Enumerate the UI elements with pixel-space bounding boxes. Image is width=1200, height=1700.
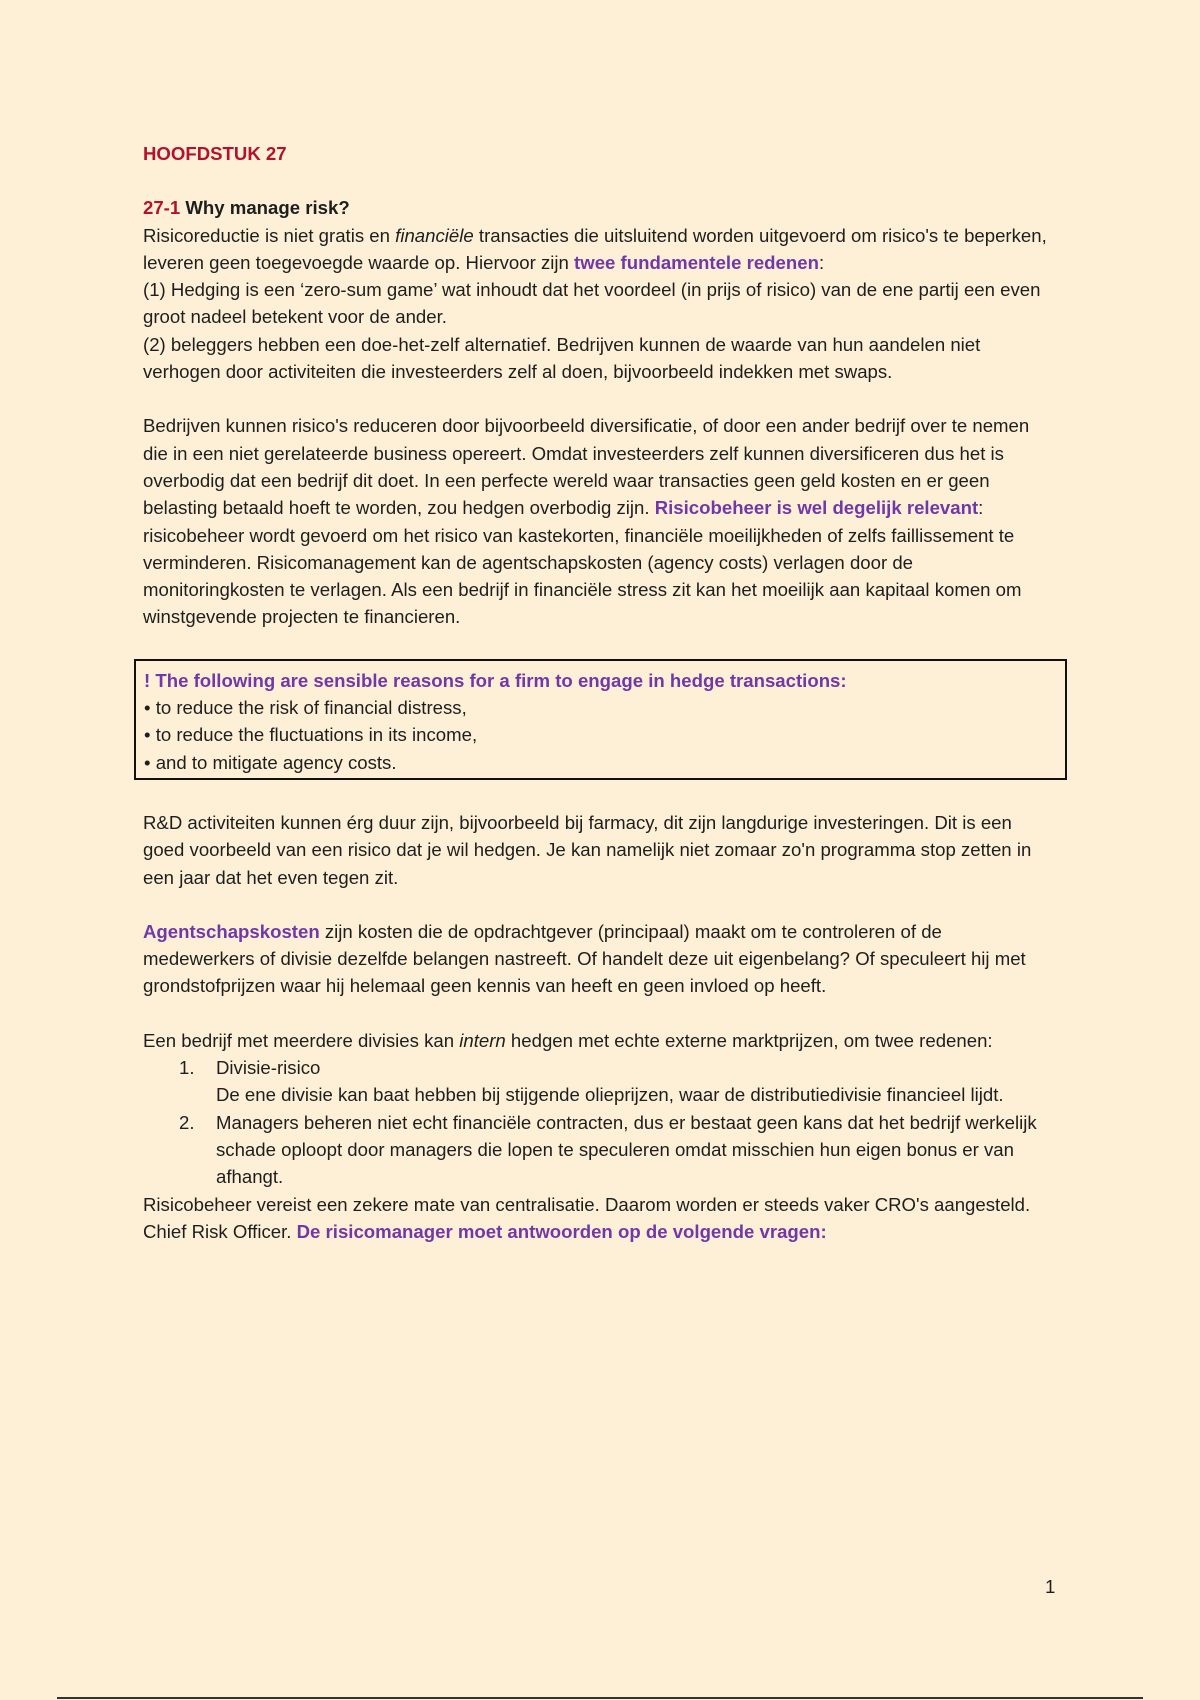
centralisation-paragraph bbox=[143, 1191, 1058, 1246]
text-run: hedgen met echte externe marktprijzen, om twee redenen: bbox=[505, 1029, 993, 1051]
page-bottom-divider bbox=[57, 1697, 1143, 1699]
reason-2: (2) beleggers hebben een doe-het-zelf alternatief. Bedrijven kunnen de waarde van hun aandelen niet verhogen door activiteiten die investeerders zelf al doen, bijvoorbeeld indekken met swaps. bbox=[143, 333, 981, 383]
exclamation-icon: ! bbox=[144, 669, 151, 691]
text-run: Een bedrijf met meerdere divisies kan bbox=[143, 1029, 460, 1051]
section-number: 27-1 bbox=[143, 197, 181, 219]
key-point-box bbox=[134, 659, 1067, 780]
highlight-run: Agentschapskosten bbox=[143, 920, 320, 942]
list-item-title: Divisie-risico bbox=[216, 1057, 321, 1079]
box-bullet-item: • to reduce the fluctuations in its income, bbox=[144, 721, 1057, 748]
section-heading bbox=[143, 194, 1058, 221]
list-item bbox=[143, 1054, 1058, 1109]
list-number: 2. bbox=[179, 1111, 195, 1133]
box-bullet-item: • and to mitigate agency costs. bbox=[144, 749, 1057, 776]
italic-run: financiële bbox=[395, 224, 474, 246]
list-number: 1. bbox=[179, 1057, 195, 1079]
highlight-run: Risicobeheer is wel degelijk relevant bbox=[654, 497, 979, 519]
risk-reduction-paragraph bbox=[143, 412, 1058, 630]
intro-paragraph bbox=[143, 222, 1058, 277]
reasons-list bbox=[143, 1054, 1058, 1190]
chapter-title: HOOFDSTUK 27 bbox=[143, 143, 287, 164]
document-body bbox=[143, 140, 1058, 1245]
highlight-run: De risicomanager moet antwoorden op de volgende vragen: bbox=[296, 1220, 827, 1242]
text-run: : risicobeheer wordt gevoerd om het risico van kastekorten, financiële moeilijkheden of zelfs faillissement te verminderen. Risicomanagement kan de agentschapskosten (agency costs) verlagen door de monitoringkosten te verlagen. Als een bedrijf in financiële stress zit kan het moeilijk aan kapitaal komen om winstgevende projecten te financieren. bbox=[143, 497, 1022, 628]
reason-1: (1) Hedging is een ‘zero-sum game’ wat inhoudt dat het voordeel (in prijs of risico) van de ene partij een even groot nadeel betekent voor de ander. bbox=[143, 279, 1041, 328]
box-heading-text: The following are sensible reasons for a firm to engage in hedge transactions: bbox=[150, 669, 847, 691]
text-run: Risicobeheer vereist een zekere mate van centralisatie. Daarom worden er steeds vaker CRO's aangesteld. Chief Risk Officer. bbox=[143, 1193, 1031, 1242]
italic-run: intern bbox=[459, 1029, 506, 1051]
agency-costs-paragraph bbox=[143, 918, 1058, 1000]
text-run: Bedrijven kunnen risico's reduceren door bijvoorbeeld diversificatie, of door een ander bedrijf over te nemen die in een niet gerelateerde business opereert. Omdat investeerders zelf kunnen diversificeren dus het is overbodig dat een bedrijf dit doet. In een perfecte wereld waar transacties geen geld kosten en er geen belasting betaald hoeft te worden, zou hedgen overbodig zijn. bbox=[143, 415, 1030, 519]
text-run: : bbox=[818, 251, 825, 273]
list-item bbox=[143, 1109, 1058, 1191]
rd-paragraph: R&D activiteiten kunnen érg duur zijn, bijvoorbeeld bij farmacy, dit zijn langdurige investeringen. Dit is een goed voorbeeld van een risico dat je wil hedgen. Je kan namelijk niet zomaar zo'n programma stop zetten in een jaar dat het even tegen zit. bbox=[143, 811, 1032, 888]
box-heading bbox=[144, 667, 1057, 694]
list-item-text: De ene divisie kan baat hebben bij stijgende olieprijzen, waar de distributiedivisie financieel lijdt. bbox=[216, 1084, 1004, 1106]
internal-hedge-paragraph bbox=[143, 1027, 1058, 1054]
box-bullet-item: • to reduce the risk of financial distress, bbox=[144, 694, 1057, 721]
text-run: Risicoreductie is niet gratis en bbox=[143, 224, 396, 246]
text-run: zijn kosten die de opdrachtgever (principaal) maakt om te controleren of de medewerkers of divisie dezelfde belangen nastreeft. Of handelt deze uit eigenbelang? Of speculeert hij met grondstofprijzen waar hij helemaal geen kennis van heeft en geen invloed op heeft. bbox=[143, 920, 1026, 997]
page-number: 1 bbox=[1045, 1576, 1056, 1597]
highlight-run: twee fundamentele redenen bbox=[574, 251, 819, 273]
section-title: Why manage risk? bbox=[180, 197, 350, 219]
list-item-text: Managers beheren niet echt financiële contracten, dus er bestaat geen kans dat het bedrijf werkelijk schade oploopt door managers die lopen te speculeren omdat misschien hun eigen bonus er van afhangt. bbox=[216, 1111, 1037, 1188]
text-run: transacties die uitsluitend worden uitgevoerd om risico's te beperken, leveren geen toegevoegde waarde op. Hiervoor zijn bbox=[143, 224, 1047, 273]
